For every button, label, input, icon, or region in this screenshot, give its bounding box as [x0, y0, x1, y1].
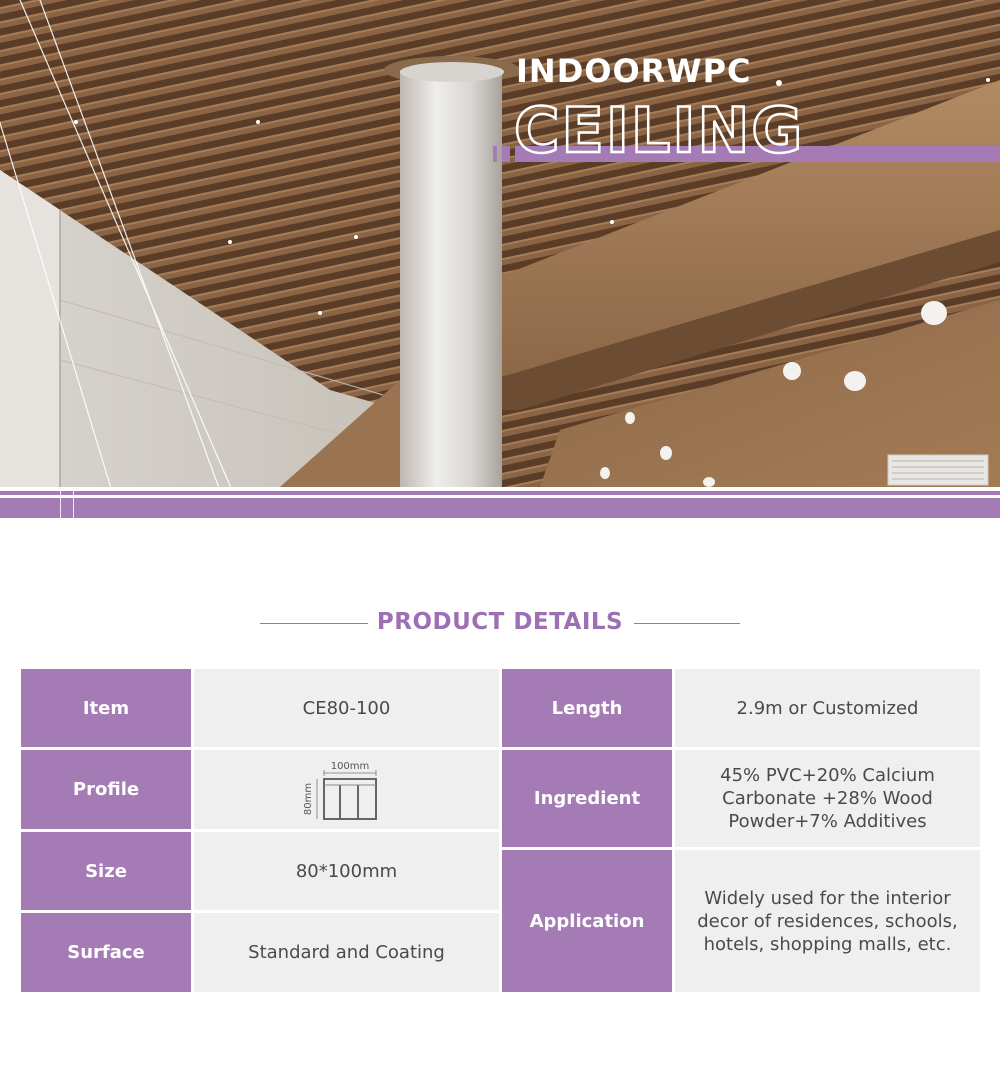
hero-banner	[0, 0, 1000, 487]
brand-name: INDOORWPC	[516, 52, 752, 90]
ceiling-photo	[0, 0, 1000, 487]
label-surface: Surface	[21, 913, 191, 992]
section-title: PRODUCT DETAILS	[376, 609, 624, 635]
value-profile	[194, 750, 499, 829]
label-profile: Profile	[21, 750, 191, 829]
divider	[0, 498, 1000, 518]
section-header	[0, 604, 1000, 644]
label-application: Application	[502, 850, 672, 992]
label-item: Item	[21, 669, 191, 747]
label-ingredient: Ingredient	[502, 750, 672, 847]
accent-tick	[502, 146, 510, 162]
profile-height-label: 80mm	[302, 782, 314, 815]
value-size: 80*100mm	[194, 832, 499, 910]
label-length: Length	[502, 669, 672, 747]
title-rule	[634, 623, 740, 624]
value-surface: Standard and Coating	[194, 913, 499, 992]
divider	[60, 487, 61, 518]
value-item: CE80-100	[194, 669, 499, 747]
label-size: Size	[21, 832, 191, 910]
value-ingredient: 45% PVC+20% Calcium Carbonate +28% Wood Powder+7% Additives	[675, 750, 980, 847]
profile-width-label: 100mm	[330, 760, 369, 772]
product-title: CEILING	[514, 94, 805, 167]
accent-tick	[493, 146, 497, 162]
brand-dot	[776, 80, 782, 86]
divider	[73, 487, 74, 518]
value-length: 2.9m or Customized	[675, 669, 980, 747]
value-application: Widely used for the interior decor of residences, schools, hotels, shopping malls, etc.	[675, 850, 980, 992]
profile-drawing	[302, 755, 392, 825]
